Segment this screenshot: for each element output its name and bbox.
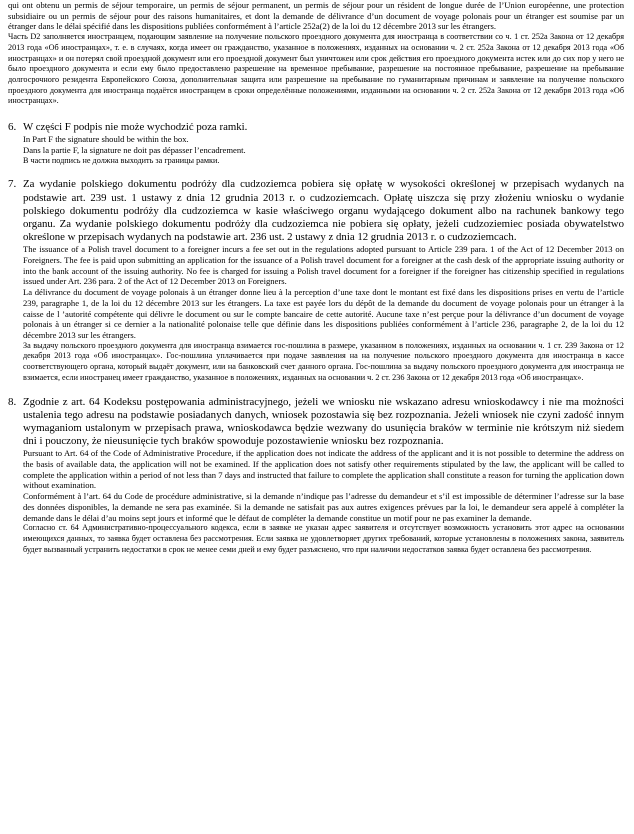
section-6-en-text: In Part F the signature should be within the box. — [23, 134, 189, 145]
section-8-number: 8. — [8, 395, 17, 408]
section-7-fr-text: La délivrance du document de voyage polonais à un étranger donne lieu à la perception d’une taxe dont le montant est fixé dans les dispositions prises en vertu de l’article 239, paragraphe 1, de la loi du 12 décembre 2013 sur les étrangers. La taxe est payée lors du dépôt de la demande du document de voyage polonais pour un étranger à la caisse de l ’autorité compétente qui délivre le document ou sur le compte bancaire de cette autorité. Aucune taxe n’est perçue pour la délivrance d’un document de voyage polonais à un étranger si ce dernier a la nationalité polonaise telle que définie dans les dispositions publiées conformément à l’article 236, paragraphe 2, de la loi du 12 décembre 2013 sur les étrangers. — [23, 287, 624, 340]
section-7-ru-text: За выдачу польского проездного документа для иностранца взимается гос-пошлина в размере, указанном в положениях, изданных на основании ч. 1 ст. 239 Закона от 12 декабря 2013 года «Об иностранцах». Гос-пошлина уплачивается при подаче заявления на на получение польского проездного документа для иностранца в кассе соответствующего органа, который выдаёт документ, или на банковский счет данного органа. Гос-пошлина за выдачу польского проездного документа для иностранца не взимается, если иностранец имеет гражданство, указанное в положениях, изданных на основании ч. 2 ст. 236 Закона от 12 декабря 2013 года «Об иностранцах». — [23, 340, 624, 382]
section-5-fr-text: qui ont obtenu un permis de séjour temporaire, un permis de séjour permanent, un permis de séjour pour un résident de longue durée de l’Union européenne, une protection subsidiaire ou un permis de séjour pour des raisons humanitaires, et dont la demande de délivrance d’un document de voyage polonais pour un étranger est soumise par un étranger dans le délai spécifié dans les dispositions publiées conformément à l’article 252a(2) de la loi du 12 décembre 2013 sur les étrangers. — [8, 0, 624, 32]
section-6-number: 6. — [8, 121, 17, 134]
section-5-ru-text: Часть D2 заполняется иностранцем, подающим заявление на получение польского проездного документа для иностранца в соответствии со ч. 1 ст. 252а Закона от 12 декабря 2013 года «Об иностранцах», т. е. в случаях, когда имеет он гражданство, указанное в положениях, изданных на основании ч. 2 ст. 252а Закона от 12 декабря 2013 года «Об иностранцах» и он потерял свой проездной документ или его проездной документ был уничтожен или срок действия его проездного документа истек или до сих пор у него не было проездного документа и если ему было предоставлено разрешение на временное пребывание, разрешение на постоянное пребывание, разрешение на пребывание долгосрочного резидента Европейского Союза, дополнительная защита или разрешение на пребывание по гуманитарным причинам и заявление на получение польского проездного документа для иностранца подаётся иностранцем в сроки определённые положениями, изданными на основании ч. 2 ст. 252а Закона от 12 декабря 2013 года «Об иностранцах». — [8, 32, 624, 106]
section-8-ru-text: Согласно ст. 64 Административно-процессуального кодекса, если в заявке не указан адрес заявителя и отсутствует возможность установить этот адрес на основании имеющихся данных, то заявка будет оставлена без рассмотрения. Если заявка не удовлетворяет других требований, которые установлены в положениях закона, заявитель будет вызванный устранить недостатки в срок не менее семи дней и ему будет разъяснено, что при наличии недостатков заявка будет оставлена без рассмотрения. — [23, 523, 624, 554]
section-7-pl-text: Za wydanie polskiego dokumentu podróży dla cudzoziemca pobiera się opłatę w wysokości określonej w przepisach wydanych na podstawie art. 239 ust. 1 ustawy z dnia 12 grudnia 2013 r. o cudzoziemcach. Opłatę uiszcza się przy złożeniu wniosku o wydanie polskiego dokumentu podróży dla cudzoziemca w kasie właściwego organu wydającego dokument albo na rachunek bankowy tego organu. Za wydanie polskiego dokumentu podróży dla cudzoziemca nie pobiera się opłaty, jeżeli cudzoziemiec posiada obywatelstwo określone w przepisach wydanych na podstawie art. 236 ust. 2 ustawy z dnia 12 grudnia 2013 r. o cudzoziemcach. — [23, 178, 624, 244]
section-8-en-text: Pursuant to Art. 64 of the Code of Administrative Procedure, if the application does not indicate the address of the applicant and it is not possible to determine the address on the basis of available data, the application will not be examined. If the application does not satisfy other requirements stipulated by the law, the applicant will be called to complete the application within a period of not less than 7 days and instructed that failure to complete the application shall constitute a reason for turning the application down without examination. — [23, 448, 624, 491]
section-7-number: 7. — [8, 178, 17, 191]
section-6-pl-text: W części F podpis nie może wychodzić poza ramki. — [23, 121, 248, 134]
section-7 — [8, 178, 624, 383]
section-8-fr-text: Conformément à l’art. 64 du Code de procédure administrative, si la demande n’indique pas l’adresse du demandeur et s’il est impossible de déterminer l’adresse sur la base des données disponibles, la demande ne sera pas examinée. Si la demande ne satisfait pas aux autres exigences prévues par la loi, le demandeur sera appelé à compléter la demande dans le délai d’au moins sept jours et informé que le défaut de compléter la demande constitue un motif pour ne pas examiner la demande. — [23, 491, 624, 523]
section-6 — [8, 121, 624, 166]
section-5-continuation — [8, 0, 624, 107]
section-8 — [8, 396, 624, 556]
section-8-pl-text: Zgodnie z art. 64 Kodeksu postępowania administracyjnego, jeżeli we wniosku nie wskazano adresu wnioskodawcy i nie ma możności ustalenia tego adresu na podstawie posiadanych danych, wniosek pozostawia się bez rozpoznania. Jeżeli wniosek nie czyni zadość innym wymaganiom ustalonym w przepisach prawa, wnioskodawca będzie wezwany do usunięcia braków w terminie nie krótszym niż siedem dni i pouczony, że nieusunięcie tych braków spowoduje pozostawienie wniosku bez rozpoznania. — [23, 395, 624, 448]
section-6-ru-text: В части подпись не должна выходить за границы рамки. — [23, 155, 220, 165]
section-6-fr-text: Dans la partie F, la signature ne doit pas dépasser l’encadrement. — [23, 144, 246, 155]
section-7-en-text: The issuance of a Polish travel document to a foreigner incurs a fee set out in the regulations adopted pursuant to Article 239 para. 1 of the Act of 12 December 2013 on Foreigners. The fee is paid upon submitting an application for the issuance of a Polish travel document for a foreigner at the cash desk of the appropriate issuing authority or into the bank account of the issuing authority. No fee is charged for issuing a Polish travel document for a foreigner if the foreigner has citizenship specified in regulations issued under Art. 236 para. 2 of the Act of 12 December 2013 on Foreigners. — [23, 244, 624, 287]
